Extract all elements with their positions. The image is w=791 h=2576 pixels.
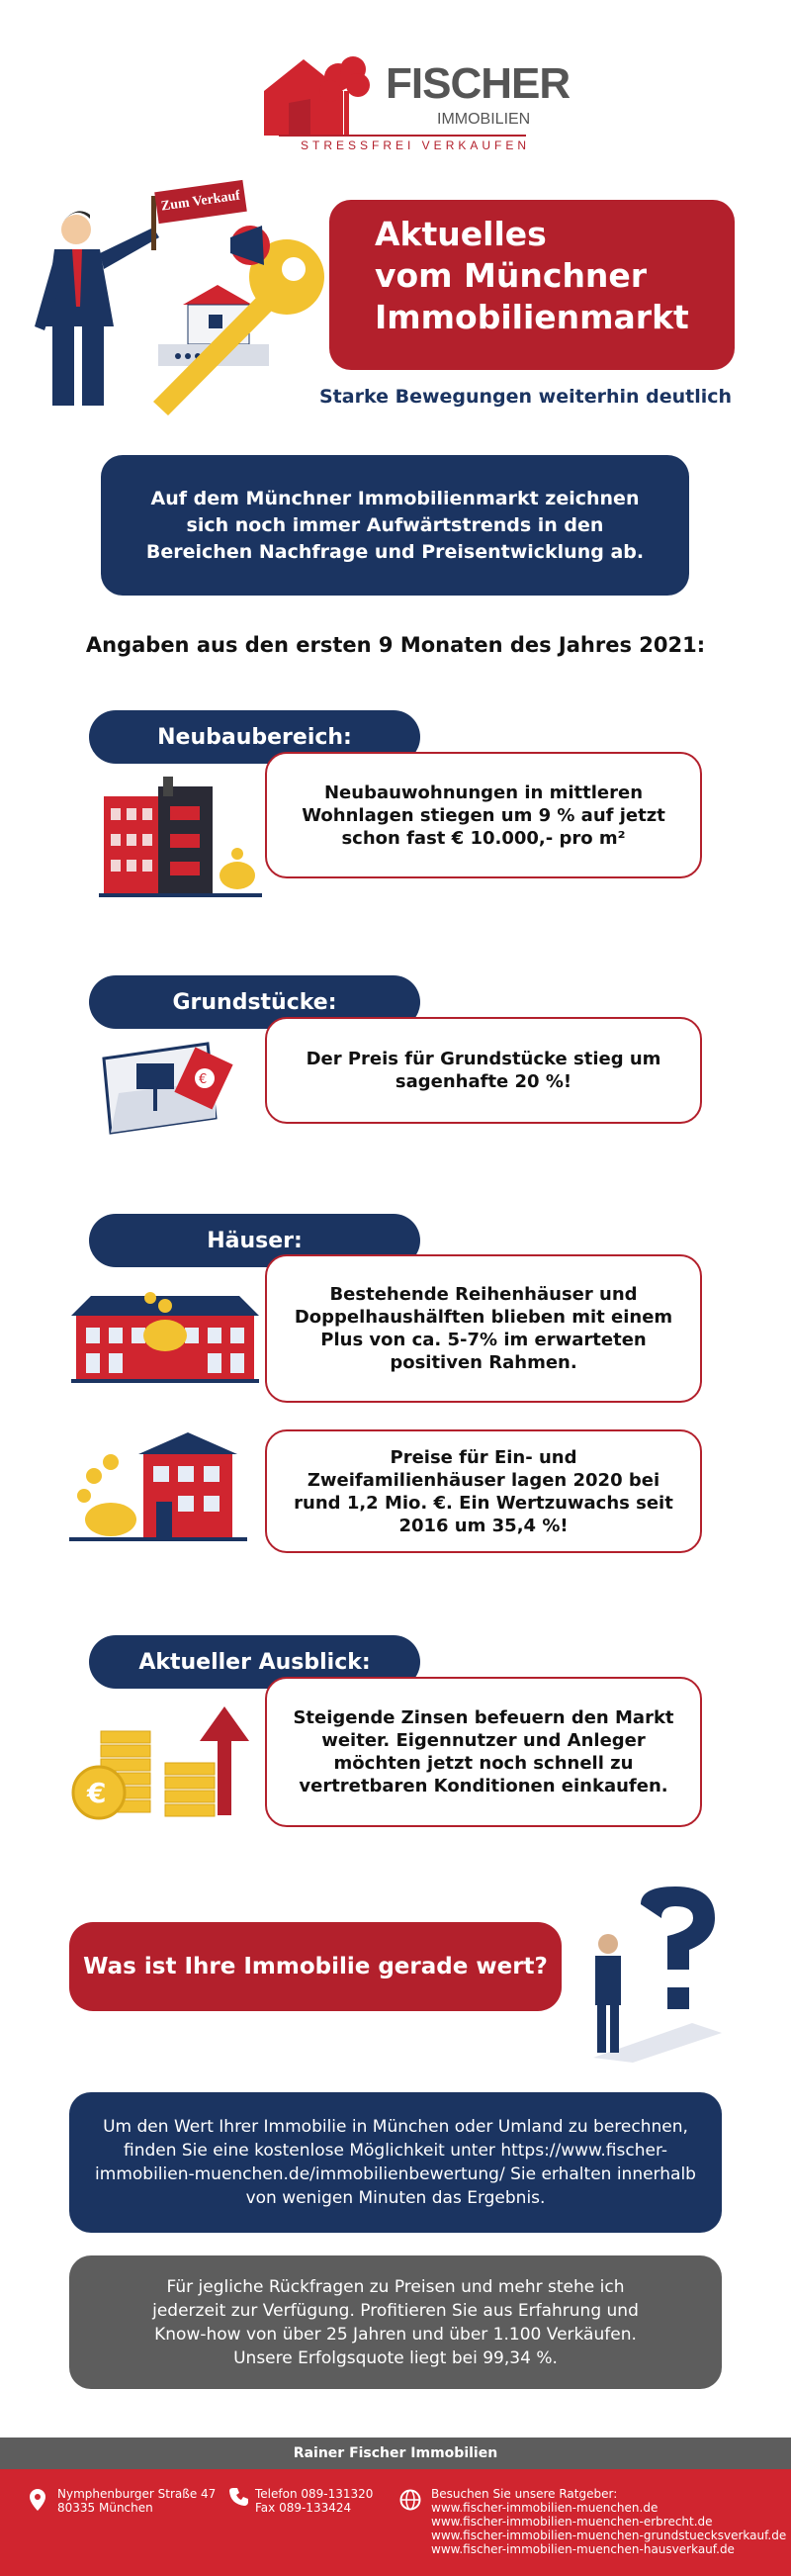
- footer-ratgeber-title: Besuchen Sie unsere Ratgeber:: [431, 2487, 618, 2501]
- land-plot-money-illustration: [99, 1034, 247, 1143]
- footer: [0, 2469, 791, 2576]
- footer-company: Rainer Fischer Immobilien: [293, 2445, 498, 2461]
- footer-fax: Fax 089-133424: [255, 2501, 352, 2515]
- location-pin-icon: [30, 2489, 45, 2511]
- info-box-neubau: [265, 752, 702, 878]
- apartment-building-illustration: [99, 777, 262, 900]
- intro-text: Auf dem Münchner Immobilienmarkt zeichnen sich noch immer Aufwärtstrends in den Bereichen Nachfrage und Preisentwicklung ab.: [145, 487, 645, 563]
- globe-icon: [399, 2489, 421, 2511]
- info-box-ausblick: [265, 1677, 702, 1827]
- info-box-grundstuecke: [265, 1017, 702, 1124]
- footer-link[interactable]: www.fischer-immobilien-muenchen.de: [431, 2501, 659, 2515]
- footer-company-bar: [0, 2438, 791, 2469]
- contact-info-text: Für jegliche Rückfragen zu Preisen und mehr stehe ich jederzeit zur Verfügung. Profitieren Sie aus Erfahrung und Know-how von über 25 Jahren und über 1.100 Verkäufen. Unsere Erfolgsquote liegt bei 99,34 %.: [152, 2276, 639, 2368]
- valuation-info-text: Um den Wert Ihrer Immobilie in München oder Umland zu berechnen, finden Sie eine kostenlose Möglichkeit unter https://www.fischer-immobilien-muenchen.de/immobilienbewertung/ Sie erhalten innerhalb von wenigen Minuten das Ergebnis.: [95, 2117, 696, 2208]
- hero-subtitle: Starke Bewegungen weiterhin deutlich: [319, 386, 733, 408]
- footer-link[interactable]: www.fischer-immobilien-muenchen-grundstuecksverkauf.de: [431, 2529, 787, 2542]
- section-label-grundstuecke: Grundstücke:: [89, 975, 420, 1029]
- section-label-haeuser: Häuser:: [89, 1214, 420, 1267]
- footer-link[interactable]: www.fischer-immobilien-muenchen-hausverkauf.de: [431, 2542, 735, 2556]
- info-text-haeuser-2: Preise für Ein- und Zweifamilienhäuser lagen 2020 bei rund 1,2 Mio. €. Ein Wertzuwachs seit 2016 um 35,4 %!: [294, 1446, 673, 1536]
- logo-tagline: STRESSFREI VERKAUFEN: [301, 138, 531, 152]
- coins-arrow-illustration: [71, 1702, 259, 1820]
- hero-title-line-2: vom Münchner: [375, 256, 648, 295]
- logo: [259, 51, 571, 160]
- section-label-ausblick: Aktueller Ausblick:: [89, 1635, 420, 1689]
- info-text-neubau: Neubauwohnungen in mittleren Wohnlagen stiegen um 9 % auf jetzt schon fast € 10.000,- pro m²: [302, 782, 665, 849]
- logo-house-tree-icon: [259, 51, 373, 142]
- info-text-ausblick: Steigende Zinsen befeuern den Markt weiter. Eigennutzer und Anleger möchten jetzt noch schnell zu vertretbaren Konditionen einkaufen.: [293, 1707, 674, 1796]
- footer-address-line-1: Nymphenburger Straße 47: [57, 2487, 217, 2501]
- logo-name: FISCHER: [386, 59, 571, 108]
- intro-box: [101, 455, 689, 596]
- hero-title-box: [329, 200, 735, 370]
- hero-title-line-1: Aktuelles: [375, 215, 547, 253]
- phone-icon: [229, 2487, 249, 2507]
- info-box-haeuser-2: [265, 1429, 702, 1553]
- footer-phone[interactable]: Telefon 089-131320: [255, 2487, 374, 2501]
- hero-title-line-3: Immobilienmarkt: [375, 298, 689, 336]
- section-label-neubau: Neubaubereich:: [89, 710, 420, 764]
- row-houses-illustration: [71, 1286, 259, 1385]
- valuation-info-box: [69, 2092, 722, 2233]
- footer-link[interactable]: www.fischer-immobilien-muenchen-erbrecht.de: [431, 2515, 713, 2529]
- for-sale-sign-text: Zum Verkauf: [160, 188, 241, 215]
- svg-text:€: €: [199, 1072, 208, 1087]
- footer-address-line-2: 80335 München: [57, 2501, 153, 2515]
- info-text-grundstuecke: Der Preis für Grundstücke stieg um sagenhafte 20 %!: [306, 1049, 661, 1092]
- logo-sub: IMMOBILIEN: [437, 111, 531, 128]
- info-box-haeuser-1: [265, 1254, 702, 1403]
- family-house-piggybank-illustration: [69, 1425, 247, 1543]
- contact-info-box: [69, 2255, 722, 2389]
- info-text-haeuser-1: Bestehende Reihenhäuser und Doppelhaushälften blieben mit einem Plus von ca. 5-7% im erwarteten positiven Rahmen.: [294, 1284, 673, 1373]
- value-question: Was ist Ihre Immobilie gerade wert?: [83, 1954, 548, 1979]
- value-question-box: [69, 1922, 562, 2011]
- man-question-mark-illustration: [573, 1885, 732, 2063]
- svg-text:€: €: [87, 1777, 107, 1809]
- period-heading: Angaben aus den ersten 9 Monaten des Jahres 2021:: [85, 633, 706, 657]
